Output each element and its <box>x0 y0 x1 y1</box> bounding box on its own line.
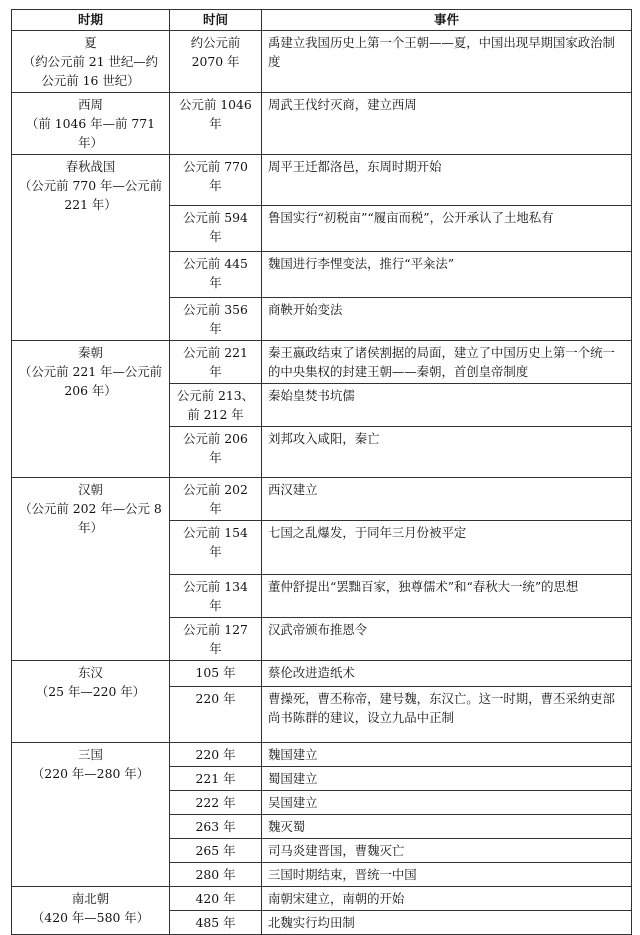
event-cell: 秦始皇焚书坑儒 <box>262 384 632 427</box>
period-cell <box>12 661 170 743</box>
event-cell: 司马炎建晋国，曹魏灭亡 <box>262 839 632 863</box>
event-cell: 七国之乱爆发，于同年三月份被平定 <box>262 521 632 575</box>
time-cell: 485 年 <box>170 911 262 935</box>
time-cell: 222 年 <box>170 791 262 815</box>
period-name: 南北朝 <box>71 891 110 906</box>
time-cell: 公元前 127 年 <box>170 618 262 661</box>
table-row <box>12 341 632 384</box>
time-cell: 420 年 <box>170 887 262 911</box>
time-cell: 公元前 770 年 <box>170 155 262 206</box>
time-cell: 公元前 1046 年 <box>170 93 262 155</box>
time-cell: 公元前 154 年 <box>170 521 262 575</box>
period-cell <box>12 743 170 887</box>
event-cell: 魏国进行李悝变法，推行“平籴法” <box>262 252 632 298</box>
time-cell: 公元前 206 年 <box>170 427 262 478</box>
time-cell: 公元前 445 年 <box>170 252 262 298</box>
period-name: 汉朝 <box>78 482 103 497</box>
time-cell: 265 年 <box>170 839 262 863</box>
event-cell: 蜀国建立 <box>262 767 632 791</box>
time-cell: 约公元前 2070 年 <box>170 31 262 93</box>
period-cell <box>12 478 170 661</box>
event-cell: 周平王迁都洛邑，东周时期开始 <box>262 155 632 206</box>
period-cell <box>12 341 170 478</box>
period-range: （前 1046 年—前 771 年） <box>26 116 155 150</box>
event-cell: 魏国建立 <box>262 743 632 767</box>
header-event: 事件 <box>262 10 632 31</box>
period-name: 三国 <box>78 747 103 762</box>
header-row <box>12 10 632 31</box>
event-cell: 蔡伦改进造纸术 <box>262 661 632 687</box>
time-cell: 公元前 221 年 <box>170 341 262 384</box>
period-name: 秦朝 <box>78 345 103 360</box>
period-cell <box>12 155 170 341</box>
period-name: 西周 <box>78 97 103 112</box>
time-cell: 公元前 202 年 <box>170 478 262 521</box>
period-name: 春秋战国 <box>65 159 116 174</box>
header-period: 时期 <box>12 10 170 31</box>
period-range: （420 年—580 年） <box>31 910 150 925</box>
event-cell: 魏灭蜀 <box>262 815 632 839</box>
time-cell: 105 年 <box>170 661 262 687</box>
period-range: （公元前 221 年—公元前 206 年） <box>18 364 163 398</box>
time-cell: 221 年 <box>170 767 262 791</box>
table-row <box>12 155 632 206</box>
period-range: （25 年—220 年） <box>35 684 146 699</box>
table-row <box>12 93 632 155</box>
event-cell: 南朝宋建立，南朝的开始 <box>262 887 632 911</box>
period-range: （公元前 770 年—公元前 221 年） <box>18 178 163 212</box>
event-cell: 刘邦攻入咸阳，秦亡 <box>262 427 632 478</box>
time-cell: 280 年 <box>170 863 262 887</box>
event-cell: 西汉建立 <box>262 478 632 521</box>
period-range: （约公元前 21 世纪—约公元前 16 世纪） <box>22 54 159 88</box>
time-cell: 公元前 213、前 212 年 <box>170 384 262 427</box>
event-cell: 三国时期结束，晋统一中国 <box>262 863 632 887</box>
event-cell: 鲁国实行“初税亩”“履亩而税”，公开承认了土地私有 <box>262 206 632 252</box>
period-cell <box>12 93 170 155</box>
period-name: 东汉 <box>78 665 103 680</box>
table-row <box>12 887 632 911</box>
event-cell: 北魏实行均田制 <box>262 911 632 935</box>
time-cell: 220 年 <box>170 743 262 767</box>
event-cell: 汉武帝颁布推恩令 <box>262 618 632 661</box>
time-cell: 公元前 134 年 <box>170 575 262 618</box>
event-cell: 董仲舒提出“罢黜百家，独尊儒术”和“春秋大一统”的思想 <box>262 575 632 618</box>
period-name: 夏 <box>84 35 97 50</box>
event-cell: 商鞅开始变法 <box>262 298 632 341</box>
table-row <box>12 661 632 687</box>
period-range: （公元前 202 年—公元 8 年） <box>19 501 162 535</box>
time-cell: 263 年 <box>170 815 262 839</box>
period-range: （220 年—280 年） <box>31 766 150 781</box>
table-row <box>12 31 632 93</box>
event-cell: 周武王伐纣灭商，建立西周 <box>262 93 632 155</box>
period-cell <box>12 31 170 93</box>
header-time: 时间 <box>170 10 262 31</box>
event-cell: 秦王嬴政结束了诸侯割据的局面，建立了中国历史上第一个统一的中央集权的封建王朝——秦朝，首创皇帝制度 <box>262 341 632 384</box>
time-cell: 220 年 <box>170 687 262 743</box>
table-row <box>12 743 632 767</box>
event-cell: 吴国建立 <box>262 791 632 815</box>
period-cell <box>12 887 170 935</box>
event-cell: 禹建立我国历史上第一个王朝——夏，中国出现早期国家政治制度 <box>262 31 632 93</box>
event-cell: 曹操死，曹丕称帝，建号魏，东汉亡。这一时期，曹丕采纳吏部尚书陈群的建议，设立九品中正制 <box>262 687 632 743</box>
time-cell: 公元前 356 年 <box>170 298 262 341</box>
time-cell: 公元前 594 年 <box>170 206 262 252</box>
table-row <box>12 478 632 521</box>
history-timeline-table <box>11 9 632 935</box>
